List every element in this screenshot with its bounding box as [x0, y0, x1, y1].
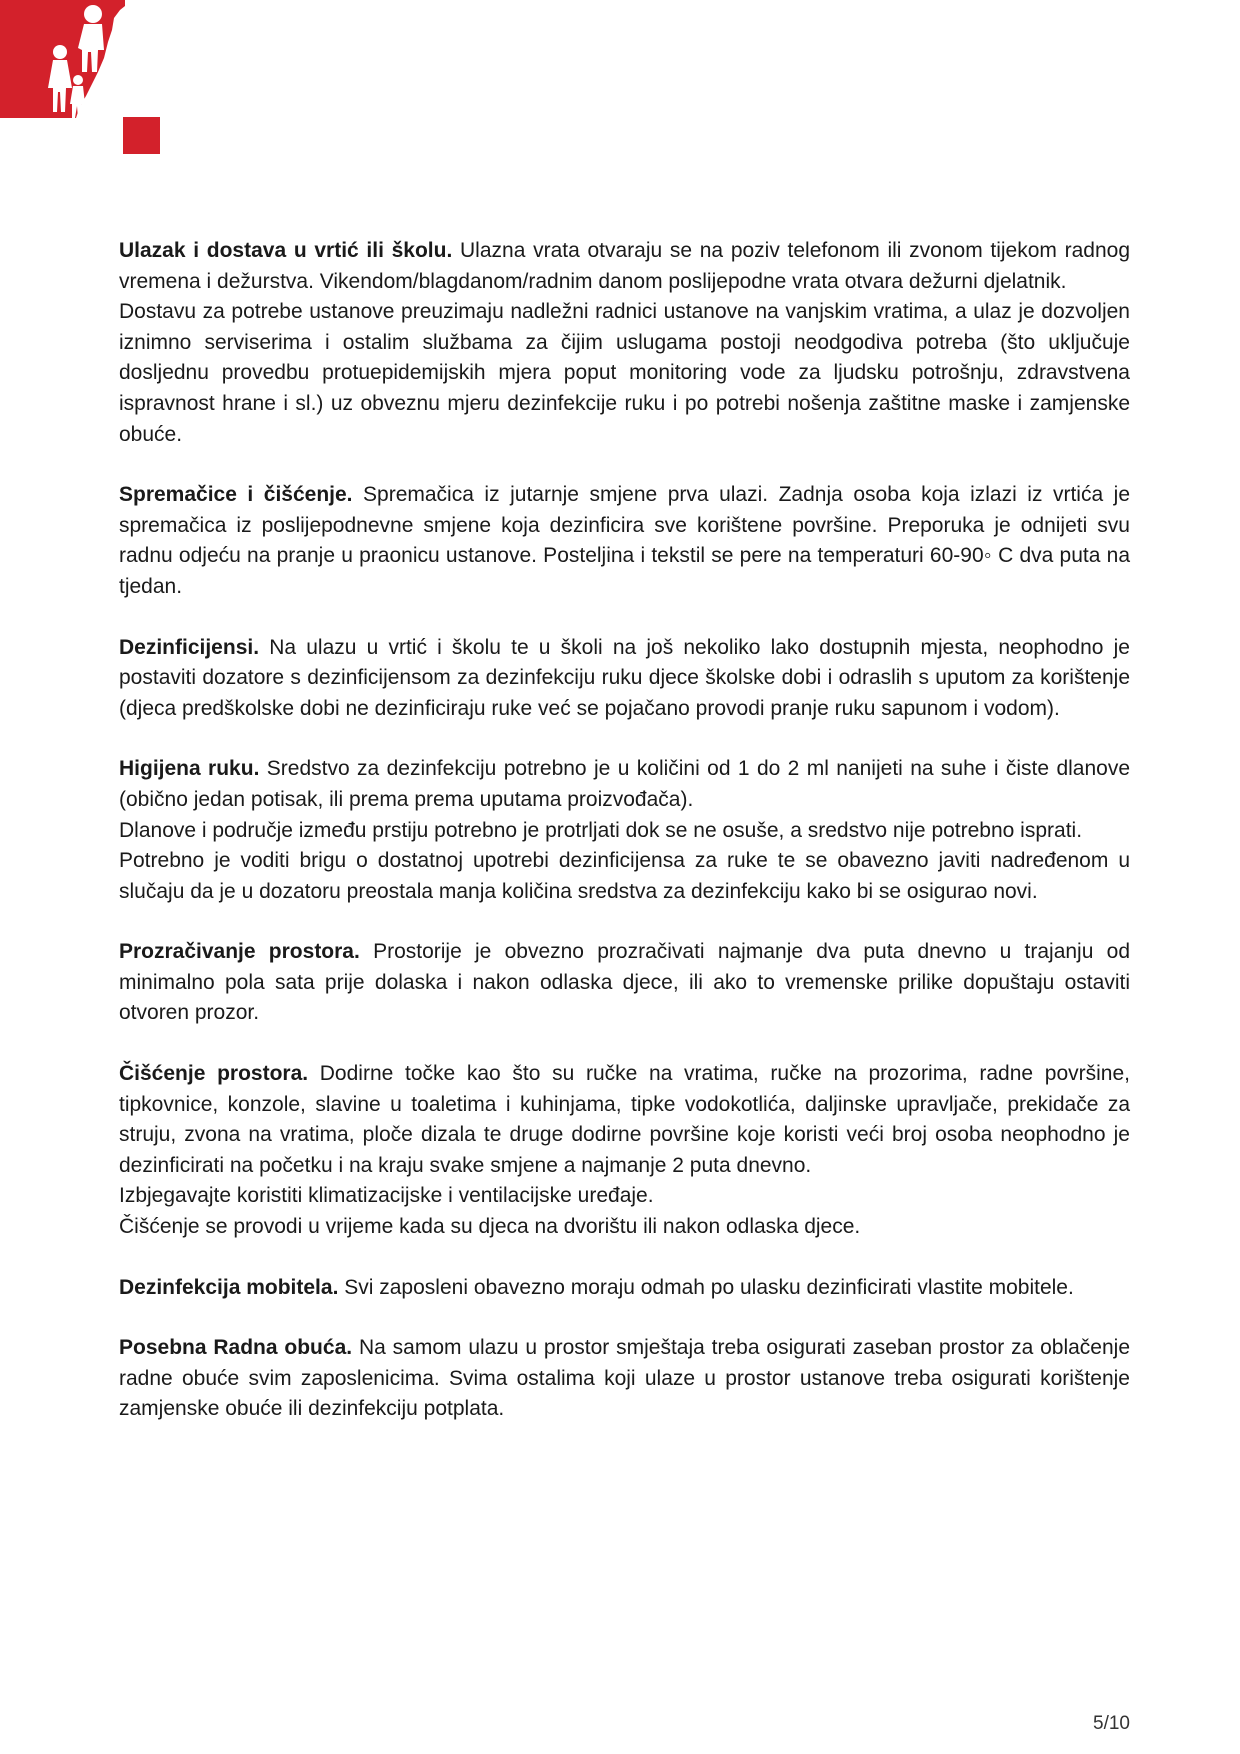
section-spremacice [119, 480, 1130, 602]
section-heading: Ulazak i dostava u vrtić ili školu. [119, 239, 453, 262]
section-heading: Higijena ruku. [119, 757, 260, 781]
section-heading: Dezinficijensi. [119, 635, 260, 659]
section-ulazak-i-dostava [119, 236, 1130, 450]
section-text: Na samom ulazu u prostor smještaja treba osigurati zaseban prostor za oblačenje radne obuće svim zaposlenicima. Svima ostalima koji ulaze u prostor ustanove treba osigurati korištenje zamjenske obuće ili dezinfekciju potplata. [119, 1336, 1130, 1421]
section-heading: Čišćenje prostora. [119, 1062, 309, 1086]
section-text: Svi zaposleni obavezno moraju odmah po ulasku dezinficirati vlastite mobitele. [344, 1275, 1074, 1299]
section-heading: Posebna Radna obuća. [119, 1336, 353, 1360]
paragraph: Čišćenje se provodi u vrijeme kada su djeca na dvorištu ili nakon odlaska djece. [119, 1215, 861, 1239]
paragraph [119, 1059, 1130, 1181]
paragraph: Dostavu za potrebe ustanove preuzimaju nadležni radnici ustanove na vanjskim vratima, a ulaz je dozvoljen iznimno serviserima i ostalim službama za čijim uslugama postoji neodgodiva potreba (što uključuje dosljednu provedbu protuepidemijskih mjera poput monitoring vode za ljudsku potrošnju, zdravstvena ispravnost hrane i sl.) uz obveznu mjeru dezinfekcije ruku i po potrebi nošenja zaštitne maske i zamjenske obuće. [119, 300, 1130, 446]
paragraph [119, 937, 1130, 1029]
section-text: Prostorije je obvezno prozračivati najmanje dva puta dnevno u trajanju od minimalno pola sata prije dolaska i nakon odlaska djece, ili ako to vremenske prilike dopuštaju ostaviti otvoren prozor. [119, 940, 1130, 1025]
paragraph: Potrebno je voditi brigu o dostatnoj upotrebi dezinficijensa za ruke te se obavezno javiti nadređenom u slučaju da je u dozatoru preostala manja količina sredstva za dezinfekciju kako bi se osigurao novi. [119, 849, 1130, 903]
paragraph: Izbjegavajte koristiti klimatizacijske i ventilacijske uređaje. [119, 1184, 654, 1208]
logo-square-mark [123, 117, 160, 154]
paragraph [119, 633, 1130, 725]
paragraph [119, 1333, 1130, 1425]
paragraph: Dlanove i područje između prstiju potrebno je protrljati dok se ne osuše, a sredstvo nije potrebno isprati. [119, 818, 1083, 842]
section-higijena-ruku [119, 754, 1130, 907]
section-text: Ulazna vrata otvaraju se na poziv telefonom ili zvonom tijekom radnog vremena i dežurstva. Vikendom/blagdanom/radnim danom poslijepodne vrata otvara dežurni djelatnik. [119, 239, 1130, 293]
section-heading: Spremačice i čišćenje. [119, 483, 353, 507]
paragraph [119, 480, 1130, 602]
section-dezinfekcija-mobitela [119, 1273, 1130, 1304]
section-ciscenje-prostora [119, 1059, 1130, 1243]
family-silhouette-logo-icon [0, 0, 125, 118]
page-number: 5/10 [1093, 1713, 1130, 1734]
section-prozracivanje [119, 937, 1130, 1029]
section-text: Dodirne točke kao što su ručke na vratima, ručke na prozorima, radne površine, tipkovnice, konzole, slavine u toaletima i kuhinjama, tipke vodokotlića, daljinske upravljače, prekidače za struju, zvona na vratima, ploče dizala te druge dodirne površine koje koristi veći broj osoba neophodno je dezinficirati na početku i na kraju svake smjene a najmanje 2 puta dnevno. [119, 1062, 1130, 1177]
document-body [119, 236, 1130, 1455]
section-text: Spremačica iz jutarnje smjene prva ulazi. Zadnja osoba koja izlazi iz vrtića je spremačica iz poslijepodnevne smjene koja dezinficira sve korištene površine. Preporuka je odnijeti svu radnu odjeću na pranje u praonicu ustanove. Posteljina i tekstil se pere na temperaturi 60-90◦ C dva puta na tjedan. [119, 483, 1131, 598]
section-text: Sredstvo za dezinfekciju potrebno je u količini od 1 do 2 ml nanijeti na suhe i čiste dlanove (obično jedan potisak, ili prema prema uputama proizvođača). [119, 757, 1131, 811]
section-text: Na ulazu u vrtić i školu te u školi na još nekoliko lako dostupnih mjesta, neophodno je postaviti dozatore s dezinficijensom za dezinfekciju ruku djece školske dobi i odraslih s uputom za korištenje (djeca predškolske dobi ne dezinficiraju ruke već se pojačano provodi pranje ruku sapunom i vodom). [119, 635, 1130, 720]
section-heading: Prozračivanje prostora. [119, 940, 360, 964]
section-radna-obuca [119, 1333, 1130, 1425]
paragraph [119, 236, 1130, 297]
section-dezinficijensi [119, 633, 1130, 725]
section-heading: Dezinfekcija mobitela. [119, 1275, 339, 1299]
paragraph [119, 1273, 1130, 1304]
paragraph [119, 754, 1130, 815]
